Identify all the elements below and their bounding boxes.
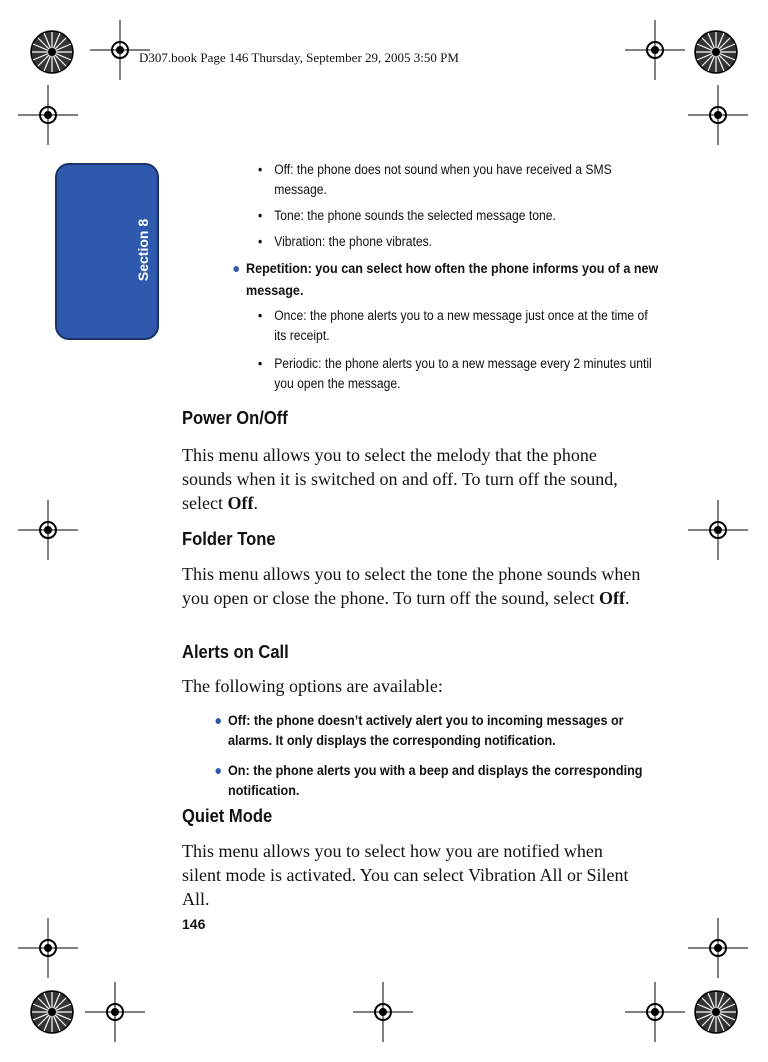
list-item-text: Once: the phone alerts you to a new message just once at the time of its receipt. bbox=[274, 308, 648, 343]
repetition-item bbox=[232, 257, 665, 301]
heading-folder-tone: Folder Tone bbox=[182, 529, 276, 549]
bullet-icon: ● bbox=[214, 762, 223, 778]
section-tab-label: Section 8 bbox=[135, 218, 151, 282]
paragraph-alerts-intro: The following options are available: bbox=[182, 676, 443, 696]
bold-term: Off bbox=[599, 588, 625, 608]
crop-mark-icon bbox=[353, 982, 413, 1042]
paragraph-text: This menu allows you to select the melody that the phone sounds when it is switched on and off. To turn off the sound, select bbox=[182, 445, 618, 513]
repetition-term: Repetition bbox=[246, 260, 308, 276]
crop-mark-icon bbox=[85, 982, 145, 1042]
print-meta-header: D307.book Page 146 Thursday, September 29, 2005 3:50 PM bbox=[139, 50, 459, 65]
paragraph-text: . bbox=[625, 588, 630, 608]
paragraph-power-on-off bbox=[182, 443, 644, 515]
page-number: 146 bbox=[182, 916, 206, 932]
paragraph-text: This menu allows you to select the tone the phone sounds when you open or close the phone. To turn off the sound, select bbox=[182, 564, 641, 608]
alerts-item-on bbox=[214, 760, 647, 800]
list-item-text: Off: the phone does not sound when you have received a SMS message. bbox=[274, 162, 612, 197]
list-item bbox=[258, 206, 652, 226]
crop-mark-icon bbox=[18, 500, 78, 560]
list-item bbox=[258, 306, 652, 346]
alerts-item-off bbox=[214, 710, 647, 750]
list-item bbox=[258, 160, 652, 200]
list-item bbox=[258, 354, 652, 394]
list-item-text: Periodic: the phone alerts you to a new message every 2 minutes until you open the message. bbox=[274, 356, 652, 391]
repetition-text: : you can select how often the phone informs you of a new message. bbox=[246, 260, 659, 298]
repetition-sublist bbox=[258, 306, 652, 394]
bullet-icon: ● bbox=[214, 712, 223, 728]
paragraph-quiet-mode: This menu allows you to select how you are notified when silent mode is activated. You can select Vibration All or Silent All. bbox=[182, 841, 629, 909]
bullet: • bbox=[258, 162, 263, 177]
crop-mark-icon bbox=[688, 918, 748, 978]
color-target-icon bbox=[694, 990, 738, 1034]
crop-mark-icon bbox=[18, 85, 78, 145]
bold-term: Off bbox=[227, 493, 254, 513]
color-target-icon bbox=[694, 30, 738, 74]
bullet: • bbox=[258, 308, 263, 323]
color-target-icon bbox=[30, 990, 74, 1034]
heading-alerts-on-call: Alerts on Call bbox=[182, 642, 289, 662]
bullet: • bbox=[258, 208, 263, 223]
bullet: • bbox=[258, 356, 263, 371]
paragraph-folder-tone bbox=[182, 562, 644, 610]
alerts-text: : the phone doesn’t actively alert you to incoming messages or alarms. It only displays the corresponding notification. bbox=[228, 712, 624, 748]
bullet-icon: ● bbox=[232, 260, 241, 276]
alerts-text: : the phone alerts you with a beep and displays the corresponding notification. bbox=[228, 762, 643, 798]
crop-mark-icon bbox=[625, 20, 685, 80]
bullet: • bbox=[258, 234, 263, 249]
crop-mark-icon bbox=[18, 918, 78, 978]
message-alert-sublist bbox=[258, 160, 643, 252]
crop-mark-icon bbox=[688, 500, 748, 560]
list-item-text: Vibration: the phone vibrates. bbox=[274, 234, 433, 249]
list-item-text: Tone: the phone sounds the selected message tone. bbox=[274, 208, 556, 223]
crop-mark-icon bbox=[90, 20, 150, 80]
heading-power-on-off: Power On/Off bbox=[182, 408, 288, 428]
crop-mark-icon bbox=[625, 982, 685, 1042]
paragraph-text: . bbox=[253, 493, 258, 513]
color-target-icon bbox=[30, 30, 74, 74]
heading-quiet-mode: Quiet Mode bbox=[182, 806, 273, 826]
alerts-term: On bbox=[228, 762, 246, 778]
list-item bbox=[258, 232, 652, 252]
crop-mark-icon bbox=[688, 85, 748, 145]
alerts-term: Off bbox=[228, 712, 247, 728]
